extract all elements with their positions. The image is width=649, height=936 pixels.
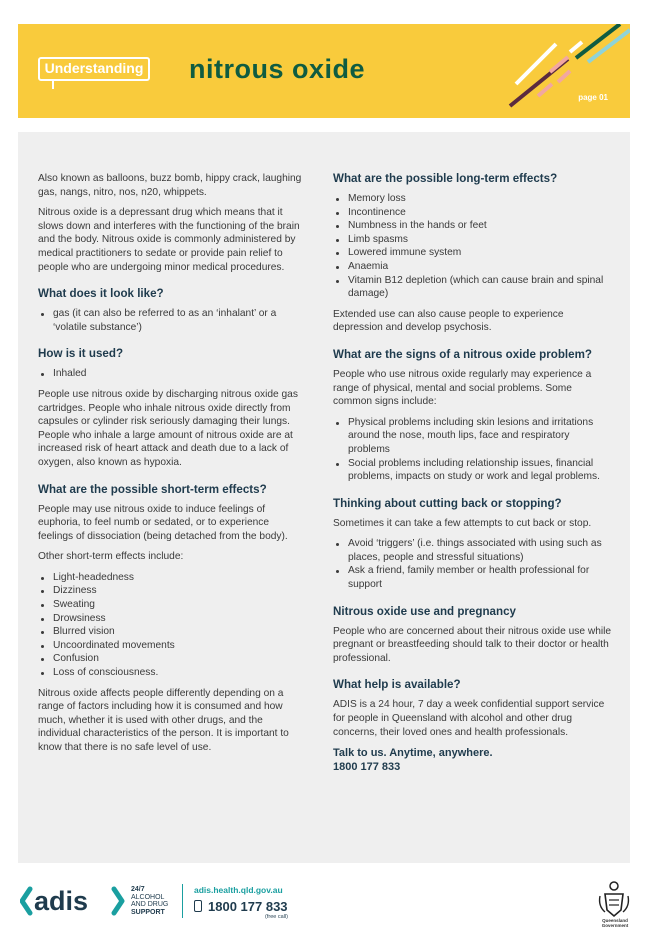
list-item: Avoid ‘triggers’ (i.e. things associated with using such as places, people and stressful situations): [333, 537, 613, 564]
queensland-government-label: [596, 918, 634, 928]
phone-icon: [194, 900, 202, 912]
adis-sub-line: SUPPORT: [131, 908, 165, 916]
short-term-paragraph: People may use nitrous oxide to induce feelings of euphoria, to feel numb or sedated, or to experience feelings of dissociation (being detached from the body).: [38, 503, 288, 542]
list-item: Incontinence: [333, 206, 613, 220]
long-term-list: [333, 192, 613, 301]
footer-phone[interactable]: [194, 899, 288, 914]
short-term-closing: Nitrous oxide affects people differently depending on a range of factors including how it is consumed and how much, whether it is used with other drugs, and the individual characteristics of the person. It is important to know that there is no safe level of use.: [38, 687, 289, 753]
list-item: Dizziness: [38, 584, 306, 598]
list-item: Blurred vision: [38, 625, 306, 639]
talk-phone: 1800 177 833: [333, 761, 401, 774]
signs-paragraph: People who use nitrous oxide regularly may experience a range of physical, mental and social problems. Some common signs include:: [333, 368, 592, 408]
queensland-crest-icon: [597, 880, 631, 920]
list-item: Memory loss: [333, 192, 613, 206]
list-item: Ask a friend, family member or health professional for support: [333, 564, 613, 591]
footer: [0, 870, 649, 936]
list-item: Numbness in the hands or feet: [333, 219, 613, 233]
list-item: Loss of consciousness.: [38, 666, 306, 680]
used-paragraph: People use nitrous oxide by discharging nitrous oxide gas cartridges. People who inhale nitrous oxide directly from capsules or cylinder risk seriously damaging their lungs. People who inhale a large amount of nitrous oxide are at increased risk of heart attack and death due to a lack of oxygen, also known as hypoxia.: [38, 388, 298, 468]
signs-heading: What are the signs of a nitrous oxide problem?: [333, 347, 592, 361]
footer-divider: [182, 884, 183, 918]
help-paragraph: ADIS is a 24 hour, 7 day a week confidential support service for people in Queensland with alcohol and other drug concerns, their loved ones and health professionals.: [333, 699, 605, 738]
list-item: Drowsiness: [38, 612, 306, 626]
list-item: Lowered immune system: [333, 246, 613, 260]
free-call-note: (free call): [265, 914, 288, 920]
list-item: Physical problems including skin lesions and irritations around the nose, mouth lips, face and respiratory problems: [333, 416, 613, 457]
header-banner: [18, 24, 630, 118]
cut-back-paragraph: Sometimes it can take a few attempts to cut back or stop.: [333, 517, 592, 529]
decorative-stripes: [488, 24, 630, 118]
speech-tail: [52, 79, 54, 89]
signs-list: [333, 416, 613, 484]
intro-aliases: Also known as balloons, buzz bomb, hippy crack, laughing gas, nangs, nitro, nos, n20, whippets.: [38, 173, 302, 198]
long-term-paragraph: Extended use can also cause people to experience depression and develop psychosis.: [333, 308, 564, 334]
footer-url-link[interactable]: adis.health.qld.gov.au: [194, 885, 283, 895]
pregnancy-paragraph: People who are concerned about their nitrous oxide use while pregnant or breastfeeding should talk to their doctor or health professional.: [333, 625, 612, 664]
adis-subtitle: [131, 886, 168, 916]
cut-back-list: [333, 537, 613, 591]
list-item: Social problems including relationship issues, financial problems, impacts on study or work and legal problems.: [333, 457, 613, 484]
pregnancy-heading: Nitrous oxide use and pregnancy: [333, 604, 516, 618]
adis-sub-line: 24/7: [131, 886, 145, 893]
list-item: Vitamin B12 depletion (which can cause brain and spinal damage): [333, 274, 613, 301]
list-item: Uncoordinated movements: [38, 639, 306, 653]
right-column: [333, 172, 613, 774]
list-item: gas (it can also be referred to as an ‘inhalant’ or a ‘volatile substance’): [38, 307, 306, 334]
intro-description: Nitrous oxide is a depressant drug which means that it slows down and interferes with the functioning of the brain and the body. Nitrous oxide is commonly administered by medical practitioners to sedate or provide pain relief to people who are undergoing minor medical procedures.: [38, 207, 300, 273]
adis-sub-line: AND DRUG: [131, 901, 169, 908]
gov-line: Queensland: [602, 918, 628, 923]
used-heading: How is it used?: [38, 347, 124, 361]
list-item: Inhaled: [38, 367, 306, 381]
adis-logo: [20, 881, 128, 921]
list-item: Confusion: [38, 652, 306, 666]
left-column: [38, 172, 306, 762]
list-item: Anaemia: [333, 260, 613, 274]
short-term-list: [38, 571, 306, 680]
gov-line: Government: [601, 923, 629, 928]
look-heading: What does it look like?: [38, 287, 164, 301]
short-term-heading: What are the possible short-term effects?: [38, 482, 267, 496]
list-item: Sweating: [38, 598, 306, 612]
understanding-label: Understanding: [38, 57, 150, 81]
adis-sub-line: ALCOHOL: [131, 893, 165, 901]
page-title: nitrous oxide: [189, 54, 366, 84]
cut-back-heading: Thinking about cutting back or stopping?: [333, 496, 562, 510]
content-panel: [18, 132, 630, 863]
adis-logo-text: adis: [34, 886, 89, 916]
page-number: page 01: [578, 93, 608, 102]
used-list: [38, 367, 306, 381]
long-term-heading: What are the possible long-term effects?: [333, 172, 558, 185]
short-term-intro: Other short-term effects include:: [38, 551, 184, 563]
list-item: Light-headedness: [38, 571, 306, 585]
footer-phone-number: 1800 177 833: [208, 899, 288, 914]
list-item: Limb spasms: [333, 233, 613, 247]
look-list: [38, 307, 306, 334]
help-heading: What help is available?: [333, 678, 461, 692]
talk-line: Talk to us. Anytime, anywhere.: [333, 747, 493, 760]
